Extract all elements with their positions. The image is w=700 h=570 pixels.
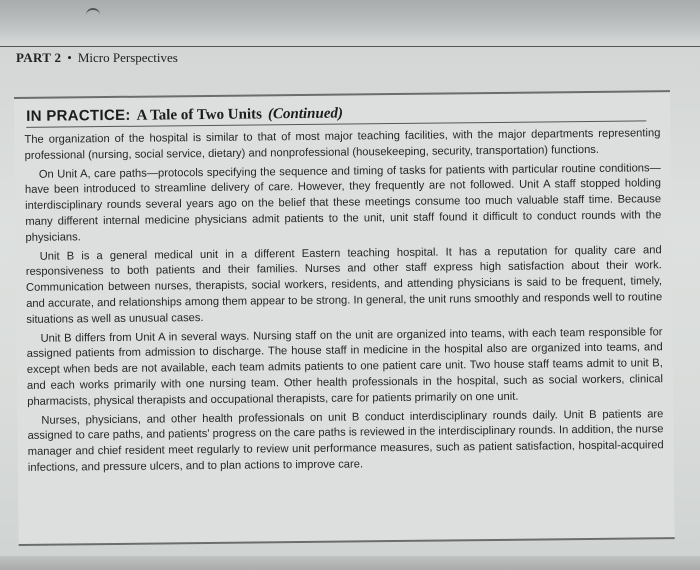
box-title	[26, 101, 646, 127]
separator-dot: •	[67, 50, 72, 65]
part-label: PART 2	[16, 50, 62, 65]
box-content	[24, 126, 664, 479]
section-name: Micro Perspectives	[77, 50, 178, 65]
paragraph: Nurses, physicians, and other health professionals on unit B conduct interdisciplinary rounds daily. Unit B patients are assigned to care paths, and patients' progress on the care paths is reviewed in the interdisciplinary rounds. In addition, the nurse manager and chief resident meet regularly to review unit performance measures, such as patient satisfaction, hospital-acquired infections, and pressure ulcers, and to plan actions to improve care.	[27, 407, 664, 474]
page-bottom-edge	[0, 556, 700, 570]
paragraph: Unit B differs from Unit A in several ways. Nursing staff on the unit are organized into teams, with each team responsible for assigned patients from admission to discharge. The house staff in medicine in the hospital also are organized into teams, and except when beds are not available, each team admits patients to one patient care unit. Two house staff teams admit to unit B, and each works primarily with one nursing team. Other health professionals in the hospital, such as social workers, clinical pharmacists, physical therapists and occupational therapists, care for patients primarily on one unit.	[26, 325, 664, 408]
running-head	[16, 50, 178, 66]
continued-note: (Continued)	[267, 105, 344, 123]
in-practice-box	[14, 90, 675, 546]
page-top-shadow	[0, 0, 700, 40]
page-curl-mark	[86, 8, 100, 18]
header-rule	[0, 46, 700, 47]
paragraph: On Unit A, care paths—protocols specifying the sequence and timing of tasks for patients with particular routine conditions—have been introduced to streamline delivery of care. However, they frequently are not followed. Unit A staff stopped holding interdisciplinary rounds several years ago on the belief that these meetings consume too much valuable staff time. Because many different internal medicine physicians admit patients to the unit, unit staff found it difficult to conduct rounds with the physicians.	[24, 161, 662, 244]
box-label: IN PRACTICE:	[26, 106, 131, 125]
paragraph: The organization of the hospital is similar to that of most major teaching facilities, with the major departments representing professional (nursing, social service, dietary) and nonprofessional (housekeeping, security, transportation) functions.	[24, 127, 661, 162]
paragraph: Unit B is a general medical unit in a different Eastern teaching hospital. It has a reputation for quality care and responsiveness to both patients and their families. Nurses and other staff express high satisfaction about their work. Communication between nurses, therapists, social workers, residents, and attending physicians is said to be frequent, timely, and accurate, and relationships among them appear to be strong. In general, the unit runs smoothly and responds well to routine situations as well as unusual cases.	[25, 243, 663, 326]
box-heading: A Tale of Two Units	[136, 106, 263, 124]
